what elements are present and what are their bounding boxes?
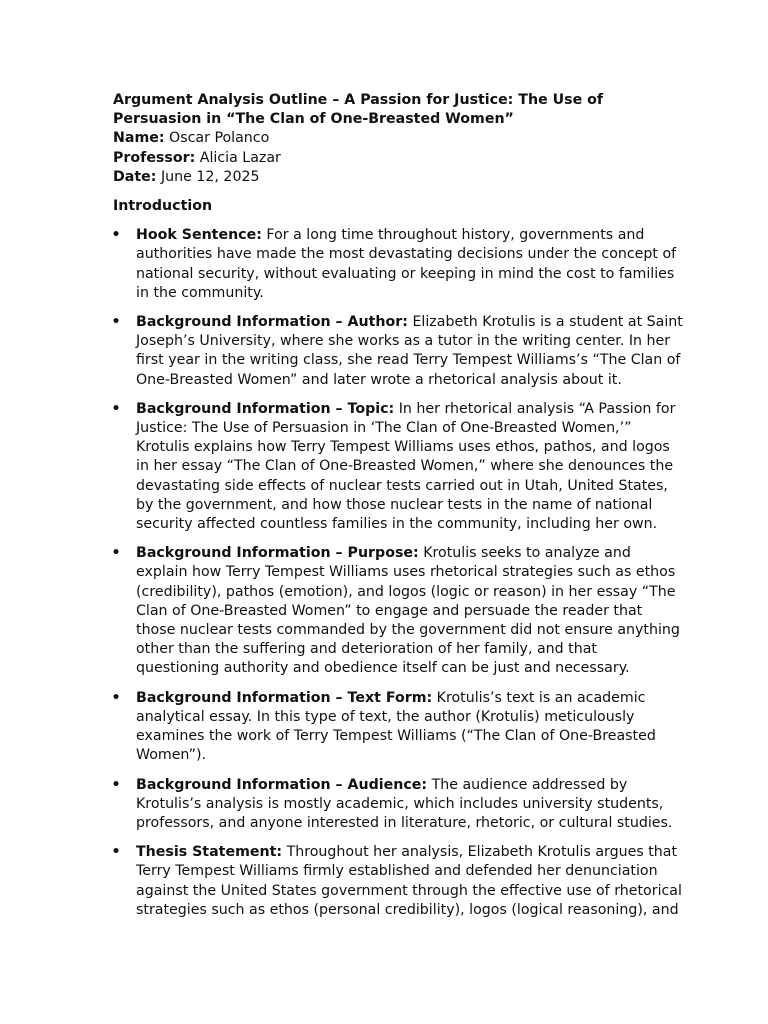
bullet-icon: • [111, 844, 121, 861]
list-item-hook-sentence [113, 226, 683, 303]
item-text: In her rhetorical analysis “A Passion for Justice: The Use of Persuasion in ‘The Clan of One-Breasted Women,’” Krotulis explains how Terry Tempest Williams uses ethos, pathos, and logos in her essay “The Clan of One-Breasted Women,” where she denounces the devastating side effects of nuclear tests carried out in Utah, United States, by the government, and how those nuclear tests in the name of national security affected countless families in the community, including her own. [136, 400, 676, 533]
item-label: Thesis Statement: [136, 844, 283, 861]
item-text: The audience addressed by Krotulis’s analysis is mostly academic, which includes university students, professors, and anyone interested in literature, rhetoric, or cultural studies. [136, 776, 673, 831]
date-value: June 12, 2025 [160, 168, 260, 185]
item-text: Krotulis’s text is an academic analytical essay. In this type of text, the author (Krotulis) meticulously examines the work of Terry Tempest Williams (“The Clan of One-Breasted Women”). [136, 689, 656, 764]
bullet-icon: • [111, 400, 121, 417]
bullet-icon: • [111, 227, 121, 244]
item-text: Elizabeth Krotulis is a student at Saint Joseph’s University, where she works as a tutor in the writing center. In her first year in the writing class, she read Terry Tempest Williams’s “The Clan of One-Breasted Women” and later wrote a rhetorical analysis about it. [136, 314, 683, 388]
name-label: Name: [113, 130, 165, 147]
bullet-icon: • [111, 776, 121, 793]
bullet-icon: • [111, 314, 121, 331]
list-item-topic [113, 400, 683, 534]
section-heading-introduction: Introduction [113, 198, 213, 215]
item-text: Krotulis seeks to analyze and explain how Terry Tempest Williams uses rhetorical strategies such as ethos (credibility), pathos (emotion), and logos (logic or reason) in her essay “The Clan of One-Breasted Women” to engage and persuade the reader that those nuclear tests commanded by the government did not ensure anything other than the suffering and deterioration of her family, and that questioning authority and obedience itself can be just and necessary. [136, 545, 680, 677]
list-item-audience [113, 776, 683, 834]
item-label: Background Information – Author: [136, 314, 408, 331]
document-title: Argument Analysis Outline – A Passion for Justice: The Use of Persuasion in “The Clan of One-Breasted Women” [113, 92, 604, 128]
professor-line [113, 149, 683, 168]
document-page [113, 91, 683, 930]
list-item-purpose [113, 544, 683, 678]
item-label: Background Information – Text Form: [136, 689, 433, 706]
bullet-icon: • [111, 545, 121, 562]
bullet-icon: • [111, 689, 121, 706]
introduction-outline-list [113, 226, 683, 920]
professor-value: Alicia Lazar [199, 149, 281, 166]
date-label: Date: [113, 168, 157, 185]
date-line [113, 168, 683, 187]
name-line [113, 129, 683, 148]
professor-label: Professor: [113, 149, 196, 166]
name-value: Oscar Polanco [169, 130, 270, 147]
list-item-thesis [113, 843, 683, 920]
item-label: Hook Sentence: [136, 227, 262, 244]
item-label: Background Information – Topic: [136, 400, 395, 417]
item-text: For a long time throughout history, governments and authorities have made the most devastating decisions under the concept of national security, without evaluating or keeping in mind the cost to families in the community. [136, 227, 677, 301]
item-label: Background Information – Audience: [136, 776, 428, 793]
list-item-author [113, 313, 683, 390]
item-text: Throughout her analysis, Elizabeth Krotulis argues that Terry Tempest Williams firmly established and defended her denunciation against the United States government through the effective use of rhetorical strategies such as ethos (personal credibility), logos (logical reasoning), and [136, 844, 682, 918]
list-item-text-form [113, 689, 683, 766]
item-label: Background Information – Purpose: [136, 545, 419, 562]
